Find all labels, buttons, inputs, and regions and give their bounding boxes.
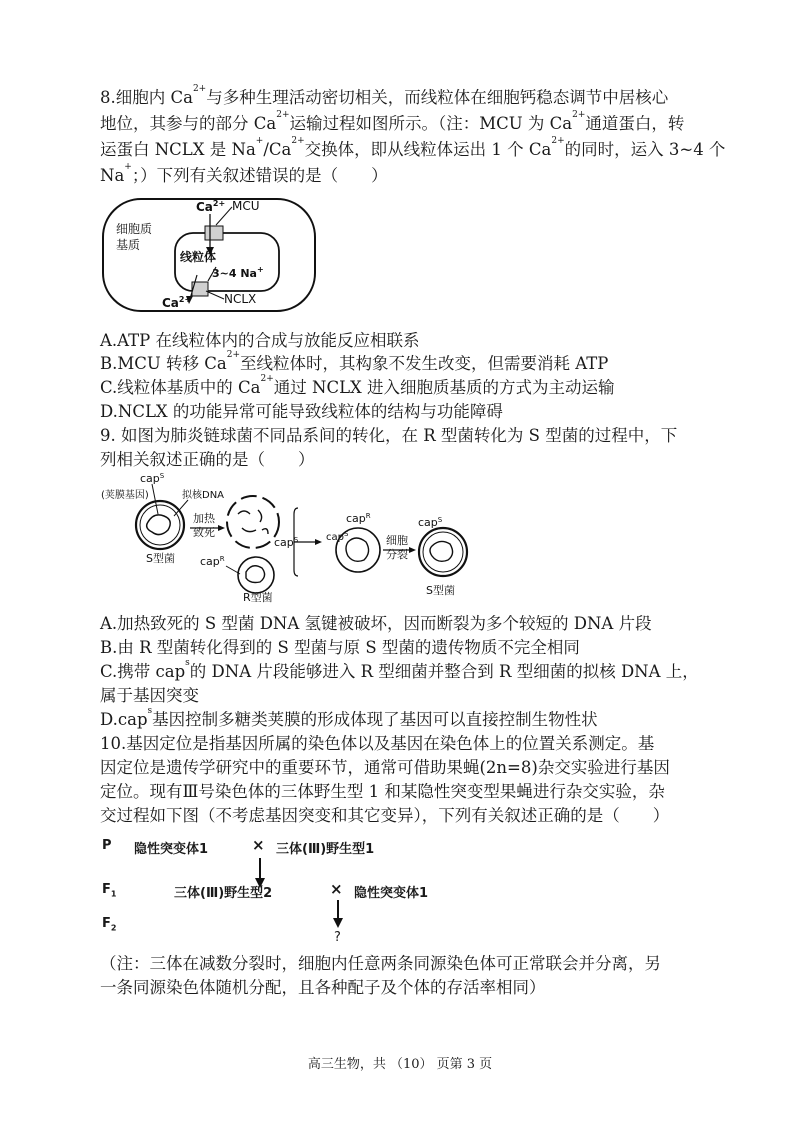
f2-generation-label: $F_2$ — [102, 916, 117, 933]
f1-generation-label: $F_1$ — [102, 882, 117, 899]
cap-s-top-label: cap$^S$ — [140, 472, 165, 485]
cap-s-mid-label: cap$^S$ — [274, 536, 299, 549]
mcu-channel — [205, 226, 223, 240]
q10-stem-line-2: 因定位是遗传学研究中的重要环节，通常可借助果蝇(2n=8)杂交实验进行基因 — [100, 758, 670, 777]
q9-stem-line-1: 9. 如图为肺炎链球菌不同品系间的转化，在 R 型菌转化为 S 型菌的过程中，下 — [100, 426, 678, 445]
p-parent-2: 三体(Ⅲ)野生型1 — [276, 842, 375, 857]
cytoplasm-label-1: 细胞质 — [116, 222, 153, 236]
nclx-label: NCLX — [224, 292, 257, 306]
cytoplasm-label-2: 基质 — [116, 238, 141, 252]
q10-note-line-1: （注：三体在减数分裂时，细胞内任意两条同源染色体可正常联会并分离，另 — [100, 954, 661, 973]
dna-fragment-1 — [238, 511, 250, 514]
merge-arrowhead — [315, 539, 322, 545]
q8-option-a: A.ATP 在线粒体内的合成与放能反应相联系 — [100, 331, 420, 350]
division-label-1: 细胞 — [386, 534, 408, 547]
dna-label: 拟核DNA — [182, 490, 225, 501]
dna-fragment-2 — [258, 510, 262, 522]
p-cross-symbol: × — [252, 836, 265, 854]
mcu-label: MCU — [232, 199, 260, 213]
page-footer: 高三生物，共 （10） 页第 3 页 — [307, 1057, 493, 1072]
mitochondria-calcium-figure — [100, 195, 320, 320]
f1-parent-2: 隐性突变体1 — [354, 886, 429, 901]
heat-label-2: 致死 — [193, 526, 215, 539]
s-label: S型菌 — [146, 552, 175, 565]
s-bacterium-capsule — [136, 501, 184, 549]
q9-option-c-line-1: C.携带 cap$^s$的 DNA 片段能够进入 R 型细菌并整合到 R 型细菌的拟核 DNA 上， — [100, 658, 699, 681]
q9-option-c-line-2: 属于基因突变 — [100, 686, 199, 705]
division-label-2: 分裂 — [386, 548, 408, 561]
heat-label-1: 加热 — [193, 512, 215, 525]
s-bacterium-dna — [147, 515, 171, 535]
transforming-cell — [336, 528, 380, 572]
q10-stem-line-4: 交过程如下图（不考虑基因突变和其它变异），下列有关叙述正确的是（ ） — [100, 806, 670, 825]
transforming-cell-dna — [346, 538, 369, 561]
cap-s-final-label: cap$^S$ — [418, 516, 443, 529]
na-label: 3~4 Na+ — [212, 265, 264, 280]
f1-cross-symbol: × — [330, 880, 343, 898]
cap-s-pointer — [152, 484, 158, 514]
q8-option-c: C.线粒体基质中的 $Ca^{2+}$通过 NCLX 进入细胞质基质的方式为主动运输 — [100, 374, 615, 397]
bacteria-transformation-figure — [98, 470, 478, 605]
cap-s-left2-label: cap$^S$ — [326, 530, 349, 543]
ca-bottom-label: $Ca^{2+}$ — [162, 295, 192, 310]
q9-stem-line-2: 列相关叙述正确的是（ ） — [100, 450, 315, 469]
q8-stem-line-1: 8.细胞内 $Ca^{2+}$与多种生理活动密切相关，而线粒体在细胞钙稳态调节中居核心 — [100, 84, 669, 107]
q9-option-b: B.由 R 型菌转化得到的 S 型菌与原 S 型菌的遗传物质不完全相同 — [100, 638, 580, 657]
mito-label: 线粒体 — [180, 250, 217, 264]
dna-fragment-4 — [262, 529, 268, 534]
r-bacterium-dna — [246, 566, 265, 583]
q10-note-line-2: 一条同源染色体随机分配，且各种配子及个体的存活率相同） — [100, 978, 546, 997]
dna-fragment-3 — [242, 528, 256, 532]
f1-parent-1: 三体(Ⅲ)野生型2 — [174, 886, 273, 901]
q9-option-a: A.加热致死的 S 型菌 DNA 氢键被破坏，因而断裂为多个较短的 DNA 片段 — [100, 614, 652, 633]
new-s-capsule — [419, 528, 467, 576]
q8-option-d: D.NCLX 的功能异常可能导致线粒体的结构与功能障碍 — [100, 402, 503, 421]
heat-arrowhead — [218, 525, 225, 531]
q10-stem-line-1: 10.基因定位是指基因所属的染色体以及基因在染色体上的位置关系测定。基 — [100, 734, 655, 753]
p-parent-1: 隐性突变体1 — [134, 842, 209, 857]
cap-r-right-label: cap$^R$ — [346, 512, 371, 525]
gene-label: (荚膜基因) — [101, 490, 149, 501]
new-s-cell — [423, 532, 463, 572]
q10-stem-line-3: 定位。现有Ⅲ号染色体的三体野生型 1 和某隐性突变型果蝇进行杂交实验，杂 — [100, 782, 665, 801]
cap-r-left-label: cap$^R$ — [200, 555, 225, 568]
q8-stem-line-3: 运蛋白 NCLX 是 $Na^+/Ca^{2+}$交换体，即从线粒体运出 1 个 $Ca^{2+}$的同时，运入 3~4 个 — [100, 136, 726, 159]
ca-top-label: $Ca^{2+}$ — [196, 199, 226, 214]
r-bacterium-cell — [238, 557, 274, 593]
dead-s-capsule — [227, 496, 279, 548]
nclx-pointer — [206, 291, 224, 299]
f1-to-f2-arrow — [328, 900, 348, 930]
division-arrowhead — [409, 547, 416, 553]
s-label-2: S型菌 — [426, 584, 455, 597]
q9-option-d: D.cap$^s$基因控制多糖类荚膜的形成体现了基因可以直接控制生物性状 — [100, 706, 598, 729]
q8-stem-line-2: 地位，其参与的部分 $Ca^{2+}$运输过程如图所示。（注：MCU 为 $Ca^{2+}$通道蛋白，转 — [100, 110, 685, 133]
mcu-pointer — [216, 207, 232, 225]
p-generation-label: P — [102, 838, 112, 853]
r-label: R型菌 — [243, 591, 273, 604]
new-s-dna — [430, 541, 453, 561]
q8-stem-line-4: Na+；）下列有关叙述错误的是（ ） — [100, 162, 388, 185]
q8-option-b: B.MCU 转移 $Ca^{2+}$至线粒体时，其构象不发生改变，但需要消耗 ATP — [100, 350, 609, 373]
f2-question-mark: ? — [334, 930, 341, 945]
